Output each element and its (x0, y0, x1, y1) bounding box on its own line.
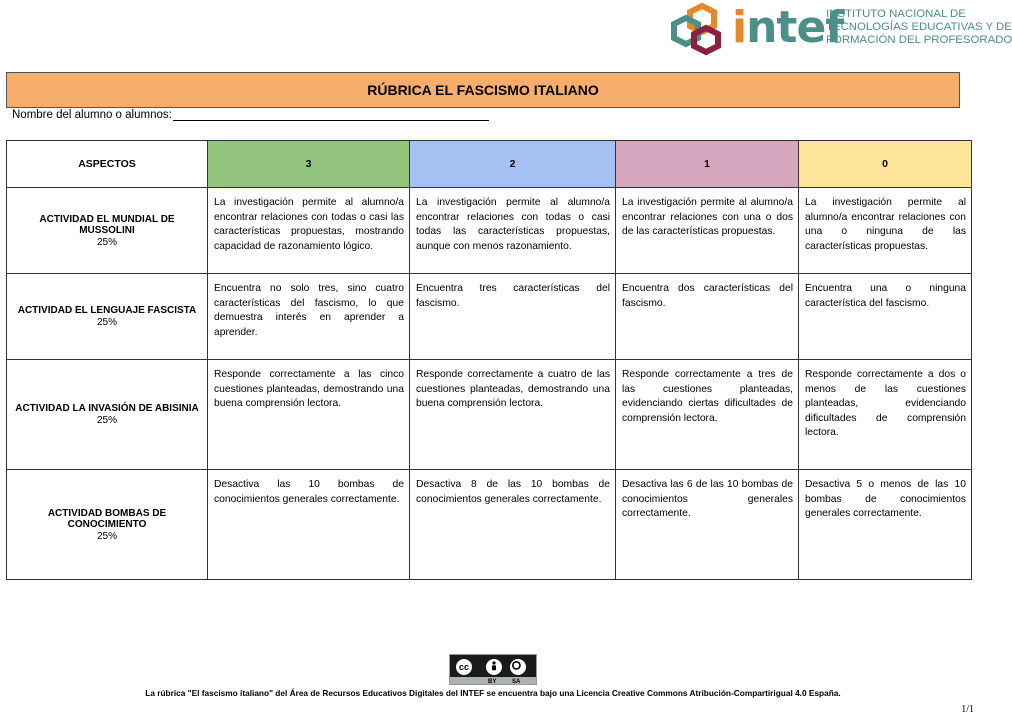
intef-wordmark: intef (732, 2, 844, 53)
aspect-cell (7, 470, 208, 580)
criterion-score-2: Desactiva 8 de las 10 bombas de conocimientos generales correctamente. (410, 470, 616, 580)
aspect-name: ACTIVIDAD EL LENGUAJE FASCISTA (17, 305, 197, 316)
rubric-table (6, 140, 972, 580)
aspect-weight: 25% (96, 415, 117, 426)
criterion-score-1: La investigación permite al alumno/a encontrar relaciones con una o dos de las características propuestas. (616, 188, 799, 274)
aspect-weight: 25% (96, 236, 117, 248)
header-score-1: 1 (616, 141, 799, 188)
aspect-name: ACTIVIDAD BOMBAS DE CONOCIMIENTO (47, 507, 167, 530)
intef-institution-name (826, 8, 1012, 47)
sa-label: SA (512, 679, 521, 685)
license-footer-text: La rúbrica "El fascismo italiano" del Área de Recursos Educativos Digitales del INTEF se encuentra bajo una Licencia Creative Commons Atribución-Compartirigual 4.0 España. (145, 688, 841, 698)
criterion-score-3: Desactiva las 10 bombas de conocimientos generales correctamente. (208, 470, 410, 580)
criterion-score-0: Responde correctamente a dos o menos de las cuestiones planteadas, evidenciando dificultades de comprensión lectora. (799, 360, 972, 470)
criterion-score-1: Responde correctamente a tres de las cuestiones planteadas, evidenciando ciertas dificultades de comprensión lectora. (616, 360, 799, 470)
intef-logo (668, 2, 1012, 54)
student-name-row (12, 108, 489, 121)
rubric-header-row (7, 141, 972, 188)
institution-line-2: TECNOLOGÍAS EDUCATIVAS Y DE (826, 21, 1012, 33)
table-row (7, 188, 972, 274)
header-score-0: 0 (799, 141, 972, 188)
criterion-score-3: La investigación permite al alumno/a encontrar relaciones con todas o casi las características propuestas, mostrando capacidad de razonamiento lógico. (208, 188, 410, 274)
intef-logo-mark-icon (668, 4, 724, 54)
header-score-3: 3 (208, 141, 410, 188)
by-label: BY (488, 679, 497, 685)
criterion-score-2: Encuentra tres características del fascismo. (410, 274, 616, 360)
institution-line-1: INSTITUTO NACIONAL DE (826, 8, 966, 20)
student-name-blank-line (173, 108, 489, 121)
by-attribution-icon (484, 657, 504, 677)
aspect-name: ACTIVIDAD LA INVASIÓN DE ABISINIA (15, 403, 199, 414)
rubric-title: RÚBRICA EL FASCISMO ITALIANO (6, 72, 960, 108)
aspect-cell (7, 188, 208, 274)
sa-share-alike-icon (508, 657, 528, 677)
table-row (7, 470, 972, 580)
cc-icon: cc (454, 657, 474, 677)
header-score-2: 2 (410, 141, 616, 188)
table-row (7, 274, 972, 360)
criterion-score-0: La investigación permite al alumno/a encontrar relaciones con una o ninguna de las características propuestas. (799, 188, 972, 274)
student-name-label: Nombre del alumno o alumnos: (12, 109, 172, 121)
criterion-score-2: Responde correctamente a cuatro de las cuestiones planteadas, demostrando una buena comprensión lectora. (410, 360, 616, 470)
criterion-score-1: Desactiva las 6 de las 10 bombas de conocimientos generales correctamente. (616, 470, 799, 580)
criterion-score-3: Responde correctamente a las cinco cuestiones planteadas, demostrando una buena comprensión lectora. (208, 360, 410, 470)
aspect-cell (7, 360, 208, 470)
institution-line-3: FORMACIÓN DEL PROFESORADO (826, 34, 1012, 46)
criterion-score-2: La investigación permite al alumno/a encontrar relaciones con todas o casi todas las características propuestas, aunque con menos razonamiento. (410, 188, 616, 274)
criterion-score-1: Encuentra dos características del fascismo. (616, 274, 799, 360)
aspect-name: ACTIVIDAD EL MUNDIAL DE MUSSOLINI (39, 213, 175, 236)
aspect-cell (7, 274, 208, 360)
page-number: 1/1 (961, 704, 974, 715)
criterion-score-3: Encuentra no solo tres, sino cuatro características del fascismo, lo que demuestra interés en aprender a aprender. (208, 274, 410, 360)
criterion-score-0: Encuentra una o ninguna característica del fascismo. (799, 274, 972, 360)
header-aspects: ASPECTOS (7, 141, 208, 188)
creative-commons-badge (449, 654, 537, 685)
criterion-score-0: Desactiva 5 o menos de las 10 bombas de conocimientos generales correctamente. (799, 470, 972, 580)
aspect-weight: 25% (96, 530, 117, 542)
aspect-weight: 25% (96, 317, 117, 328)
table-row (7, 360, 972, 470)
